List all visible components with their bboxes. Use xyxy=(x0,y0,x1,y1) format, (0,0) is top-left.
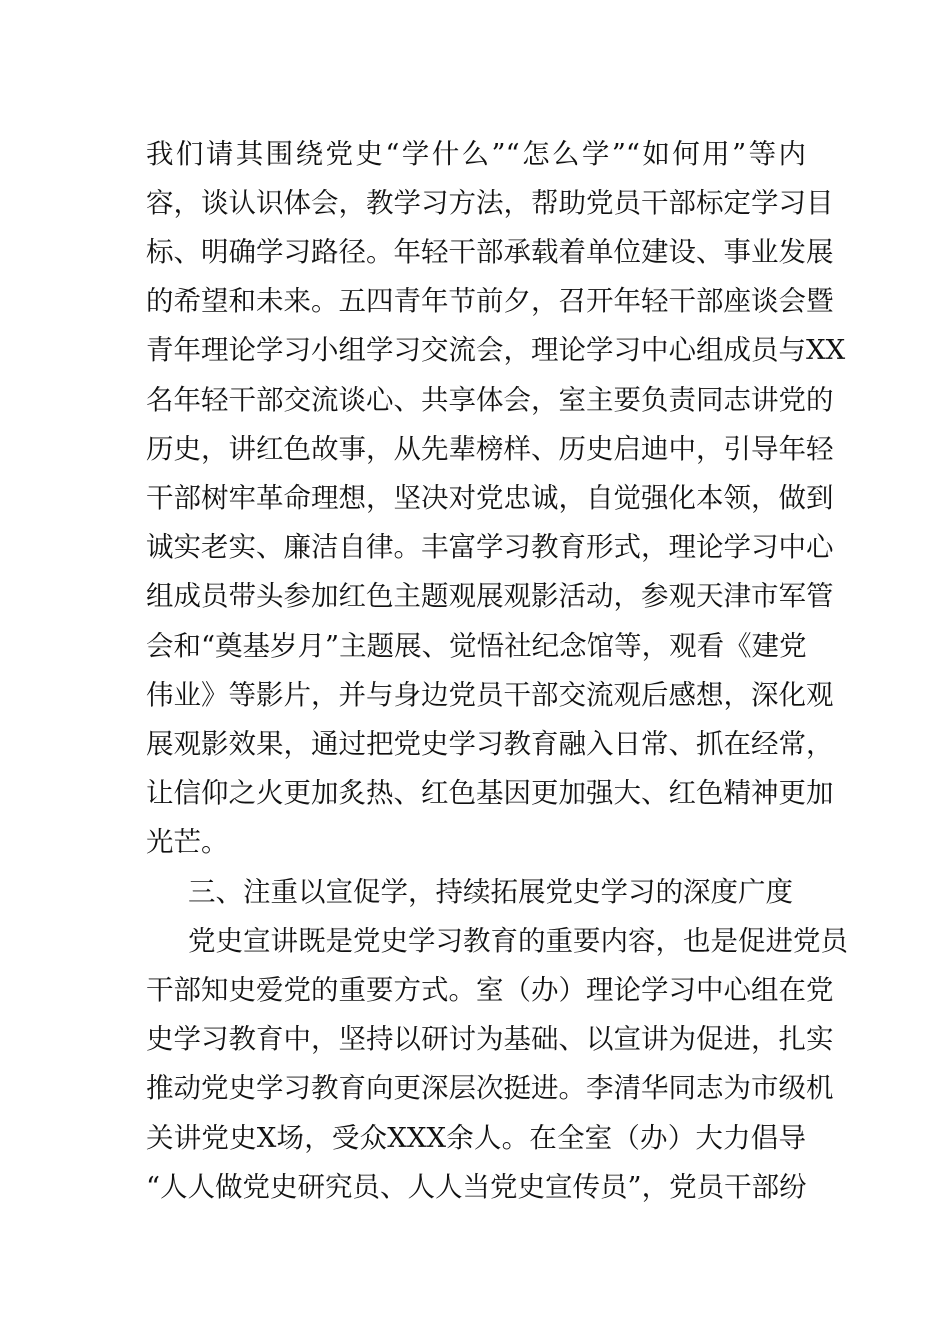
text-line: 青年理论学习小组学习交流会，理论学习中心组成员与XX xyxy=(146,334,846,366)
text-line: 让信仰之火更加炙热、红色基因更加强大、红色精神更加 xyxy=(146,777,834,809)
text-line: “人人做党史研究员、人人当党史宣传员”，党员干部纷 xyxy=(146,1171,807,1203)
text-line: 推动党史学习教育向更深层次挺进。李清华同志为市级机 xyxy=(146,1072,834,1104)
text-line: 我们请其围绕党史“学什么”“怎么学”“如何用”等内 xyxy=(146,138,806,170)
text-line: 展观影效果，通过把党史学习教育融入日常、抓在经常， xyxy=(146,728,834,760)
text-line: 会和“奠基岁月”主题展、觉悟社纪念馆等，观看《建党 xyxy=(146,630,807,662)
text-line: 光芒。 xyxy=(146,826,229,858)
text-line: 党史宣讲既是党史学习教育的重要内容，也是促进党员 xyxy=(188,925,848,957)
text-line: 干部树牢革命理想，坚决对党忠诚，自觉强化本领，做到 xyxy=(146,482,834,514)
text-line: 史学习教育中，坚持以研讨为基础、以宣讲为促进，扎实 xyxy=(146,1023,834,1055)
text-line: 伟业》等影片，并与身边党员干部交流观后感想，深化观 xyxy=(146,679,834,711)
text-line: 干部知史爱党的重要方式。室（办）理论学习中心组在党 xyxy=(146,974,834,1006)
text-line: 名年轻干部交流谈心、共享体会，室主要负责同志讲党的 xyxy=(146,384,834,416)
text-line: 诚实老实、廉洁自律。丰富学习教育形式，理论学习中心 xyxy=(146,531,834,563)
text-line: 标、明确学习路径。年轻干部承载着单位建设、事业发展 xyxy=(146,236,834,268)
text-line: 组成员带头参加红色主题观展观影活动，参观天津市军管 xyxy=(146,580,834,612)
text-line: 的希望和未来。五四青年节前夕，召开年轻干部座谈会暨 xyxy=(146,285,834,317)
text-line: 容，谈认识体会，教学习方法，帮助党员干部标定学习目 xyxy=(146,187,834,219)
section-heading: 三、注重以宣促学，持续拓展党史学习的深度广度 xyxy=(188,876,793,908)
text-line: 历史，讲红色故事，从先辈榜样、历史启迪中，引导年轻 xyxy=(146,433,834,465)
text-line: 关讲党史X场，受众XXX余人。在全室（办）大力倡导 xyxy=(146,1122,806,1154)
